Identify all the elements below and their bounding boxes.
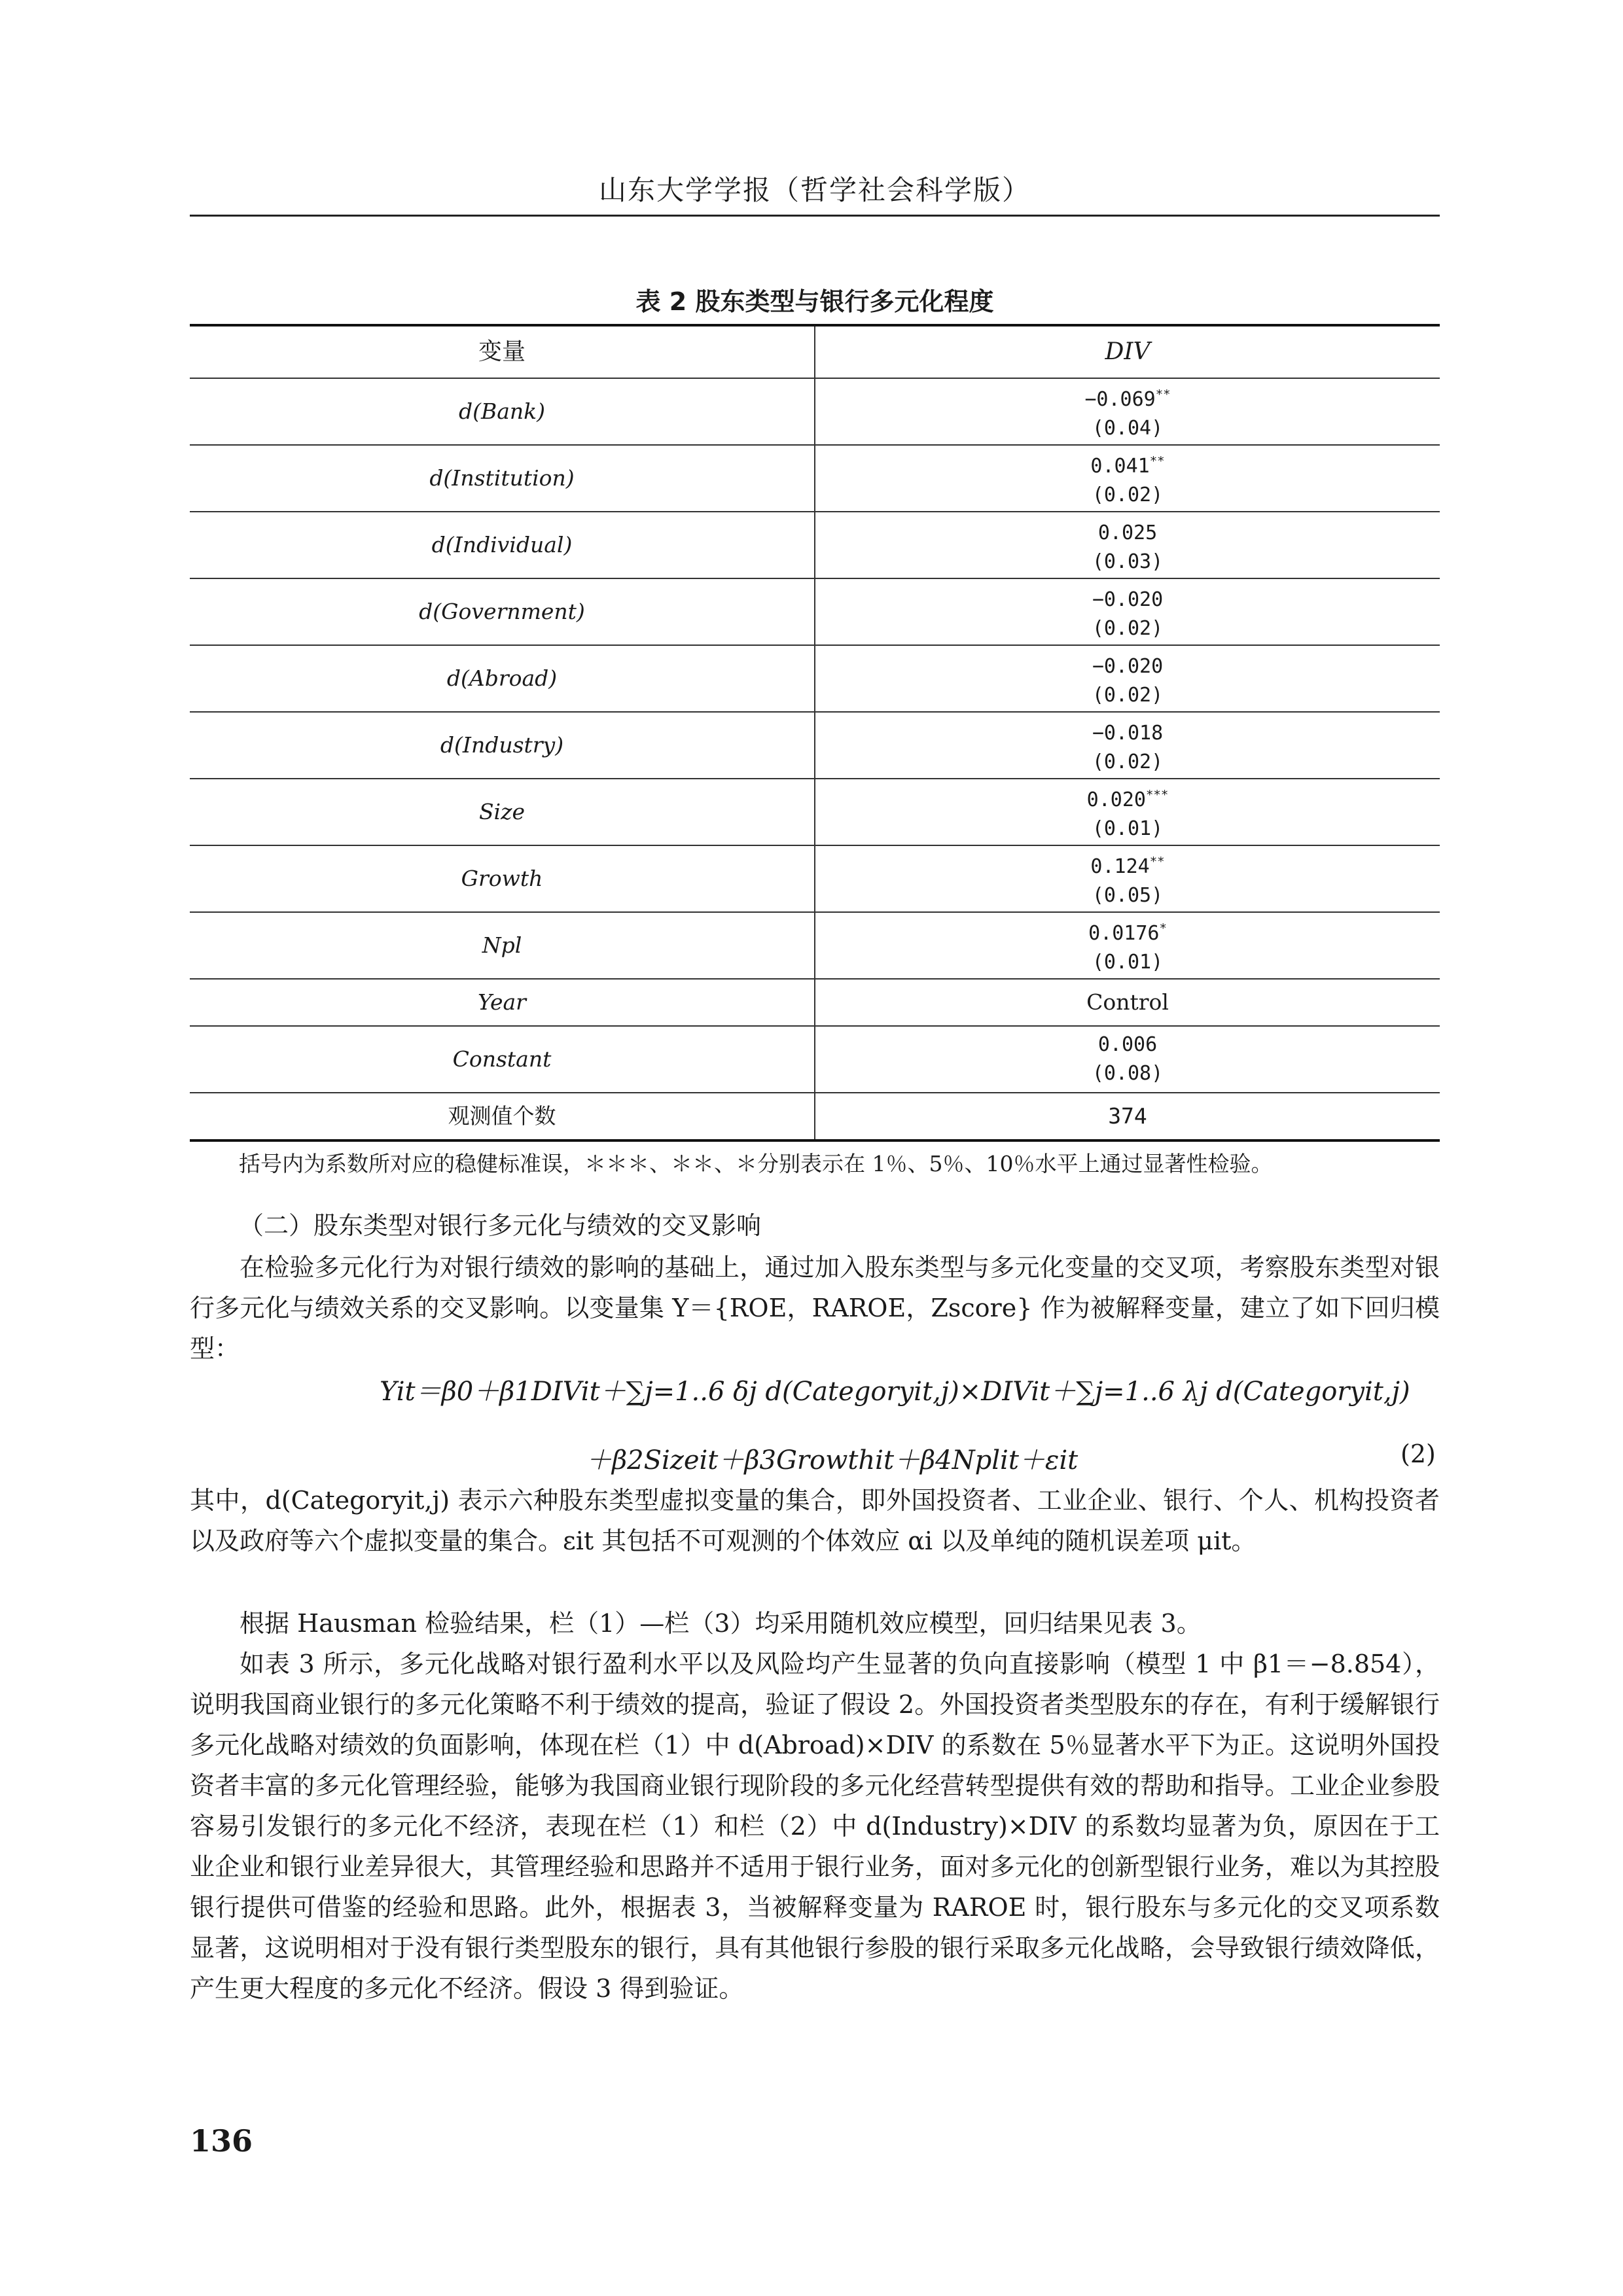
variable-name: Size <box>190 779 815 845</box>
coefficient-line <box>815 380 1440 414</box>
coefficient-line <box>815 914 1440 948</box>
coefficient-line <box>815 714 1440 748</box>
coefficient-value: −0.020 <box>1092 655 1164 678</box>
coefficient-line <box>815 647 1440 681</box>
equation-line-1: Yit＝β0＋β1DIVit＋∑j=1..6 δj d(Categoryit,j)×DIVit＋∑j=1..6 λj d(Categoryit,j) <box>380 1377 1410 1407</box>
standard-error: (0.02) <box>1092 617 1164 640</box>
table-row <box>190 712 1440 779</box>
significance-stars: * <box>1159 921 1167 936</box>
paragraph-results: 如表 3 所示，多元化战略对银行盈利水平以及风险均产生显著的负向直接影响（模型 1 中 β1＝−8.854），说明我国商业银行的多元化策略不利于绩效的提高，验证了假设 2。外国投资者类型股东的存在，有利于缓解银行多元化战略对绩效的负面影响，体现在栏（1）中 d(Abroad)×DIV 的系数在 5％显著水平下为正。这说明外国投资者丰富的多元化管理经验，能够为我国商业银行现阶段的多元化经营转型提供有效的帮助和指导。工业企业参股容易引发银行的多元化不经济，表现在栏（1）和栏（2）中 d(Industry)×DIV 的系数均显著为负，原因在于工业企业和银行业差异很大，其管理经验和思路并不适用于银行业务，面对多元化的创新型银行业务，难以为其控股银行提供可借鉴的经验和思路。此外，根据表 3，当被解释变量为 RAROE 时，银行股东与多元化的交叉项系数显著，这说明相对于没有银行类型股东的银行，具有其他银行参股的银行采取多元化战略，会导致银行绩效降低，产生更大程度的多元化不经济。假设 3 得到验证。 <box>190 1650 1440 2003</box>
coefficient-value: 0.041 <box>1090 455 1150 478</box>
significance-stars: ** <box>1155 387 1171 402</box>
table-header-row <box>190 325 1440 378</box>
equation-number: (2) <box>1400 1439 1436 1468</box>
coefficient-value: 0.025 <box>1097 521 1158 544</box>
table-row <box>190 378 1440 445</box>
coefficient-cell <box>815 712 1440 779</box>
variable-name: Constant <box>190 1026 815 1093</box>
coefficient-value: −0.018 <box>1092 722 1164 745</box>
significance-stars: ** <box>1149 855 1165 869</box>
running-header: 山东大学学报（哲学社会科学版） <box>598 174 1031 206</box>
coefficient-cell <box>815 512 1440 578</box>
year-value: Control <box>815 979 1440 1026</box>
table-note: 括号内为系数所对应的稳健标准误，＊＊＊、＊＊、＊分别表示在 1％、5％、10％水平上通过显著性检验。 <box>239 1151 1273 1176</box>
coefficient-value: −0.069 <box>1084 388 1156 411</box>
coefficient-line <box>815 847 1440 881</box>
variable-name: d(Government) <box>190 578 815 645</box>
coefficient-value: −0.020 <box>1092 588 1164 611</box>
coefficient-line <box>815 580 1440 614</box>
table-row <box>190 645 1440 712</box>
variable-name: d(Individual) <box>190 512 815 578</box>
table-row <box>190 445 1440 512</box>
paragraph-intro: 在检验多元化行为对银行绩效的影响的基础上，通过加入股东类型与多元化变量的交叉项，考察股东类型对银行多元化与绩效关系的交叉影响。以变量集 Y＝{ROE，RAROE，Zscore} 作为被解释变量，建立了如下回归模型： <box>190 1253 1440 1363</box>
standard-error: (0.02) <box>1092 751 1164 773</box>
variable-name: d(Abroad) <box>190 645 815 712</box>
coefficient-value: 0.006 <box>1097 1033 1158 1056</box>
variable-name: Growth <box>190 845 815 912</box>
standard-error: (0.03) <box>1092 550 1164 573</box>
table-caption: 表 2 股东类型与银行多元化程度 <box>635 287 994 316</box>
paragraph-definitions: 其中，d(Categoryit,j) 表示六种股东类型虚拟变量的集合，即外国投资者、工业企业、银行、个人、机构投资者以及政府等六个虚拟变量的集合。εit 其包括不可观测的个体效应 αi 以及单纯的随机误差项 μit。 <box>190 1486 1440 1555</box>
coefficient-cell <box>815 645 1440 712</box>
variable-name: d(Institution) <box>190 445 815 512</box>
table-row-year <box>190 979 1440 1026</box>
coefficient-cell <box>815 445 1440 512</box>
variable-name: d(Industry) <box>190 712 815 779</box>
table-row <box>190 512 1440 578</box>
observations-label: 观测值个数 <box>190 1093 815 1140</box>
section-title: （二）股东类型对银行多元化与绩效的交叉影响 <box>239 1211 762 1240</box>
regression-table <box>190 324 1440 1142</box>
coefficient-cell <box>815 1026 1440 1093</box>
standard-error: (0.08) <box>1092 1062 1164 1085</box>
standard-error: (0.02) <box>1092 684 1164 707</box>
header-div: DIV <box>815 325 1440 378</box>
coefficient-cell <box>815 779 1440 845</box>
coefficient-line <box>815 514 1440 548</box>
variable-name: Npl <box>190 912 815 979</box>
significance-stars: ** <box>1149 454 1165 468</box>
standard-error: (0.02) <box>1092 484 1164 506</box>
header-rule <box>190 215 1440 217</box>
coefficient-cell <box>815 845 1440 912</box>
variable-name: d(Bank) <box>190 378 815 445</box>
table-row <box>190 578 1440 645</box>
coefficient-line <box>815 447 1440 481</box>
observations-value: 374 <box>815 1093 1440 1140</box>
page-number: 136 <box>190 2123 253 2159</box>
coefficient-line <box>815 781 1440 815</box>
coefficient-value: 0.0176 <box>1088 922 1160 945</box>
standard-error: (0.05) <box>1092 884 1164 907</box>
table-row <box>190 845 1440 912</box>
table-row <box>190 779 1440 845</box>
standard-error: (0.01) <box>1092 951 1164 974</box>
standard-error: (0.04) <box>1092 417 1164 440</box>
standard-error: (0.01) <box>1092 817 1164 840</box>
variable-name: Year <box>190 979 815 1026</box>
table-row-constant <box>190 1026 1440 1093</box>
significance-stars: *** <box>1145 788 1169 802</box>
coefficient-cell <box>815 578 1440 645</box>
table-row-observations <box>190 1093 1440 1140</box>
coefficient-cell <box>815 378 1440 445</box>
table-row <box>190 912 1440 979</box>
header-variable: 变量 <box>190 325 815 378</box>
coefficient-cell <box>815 912 1440 979</box>
paragraph-hausman: 根据 Hausman 检验结果，栏（1）—栏（3）均采用随机效应模型，回归结果见表 3。 <box>240 1609 1202 1638</box>
coefficient-value: 0.020 <box>1086 788 1146 811</box>
equation-line-2: ＋β2Sizeit＋β3Growthit＋β4Nplit＋εit <box>586 1445 1079 1475</box>
coefficient-value: 0.124 <box>1090 855 1150 878</box>
